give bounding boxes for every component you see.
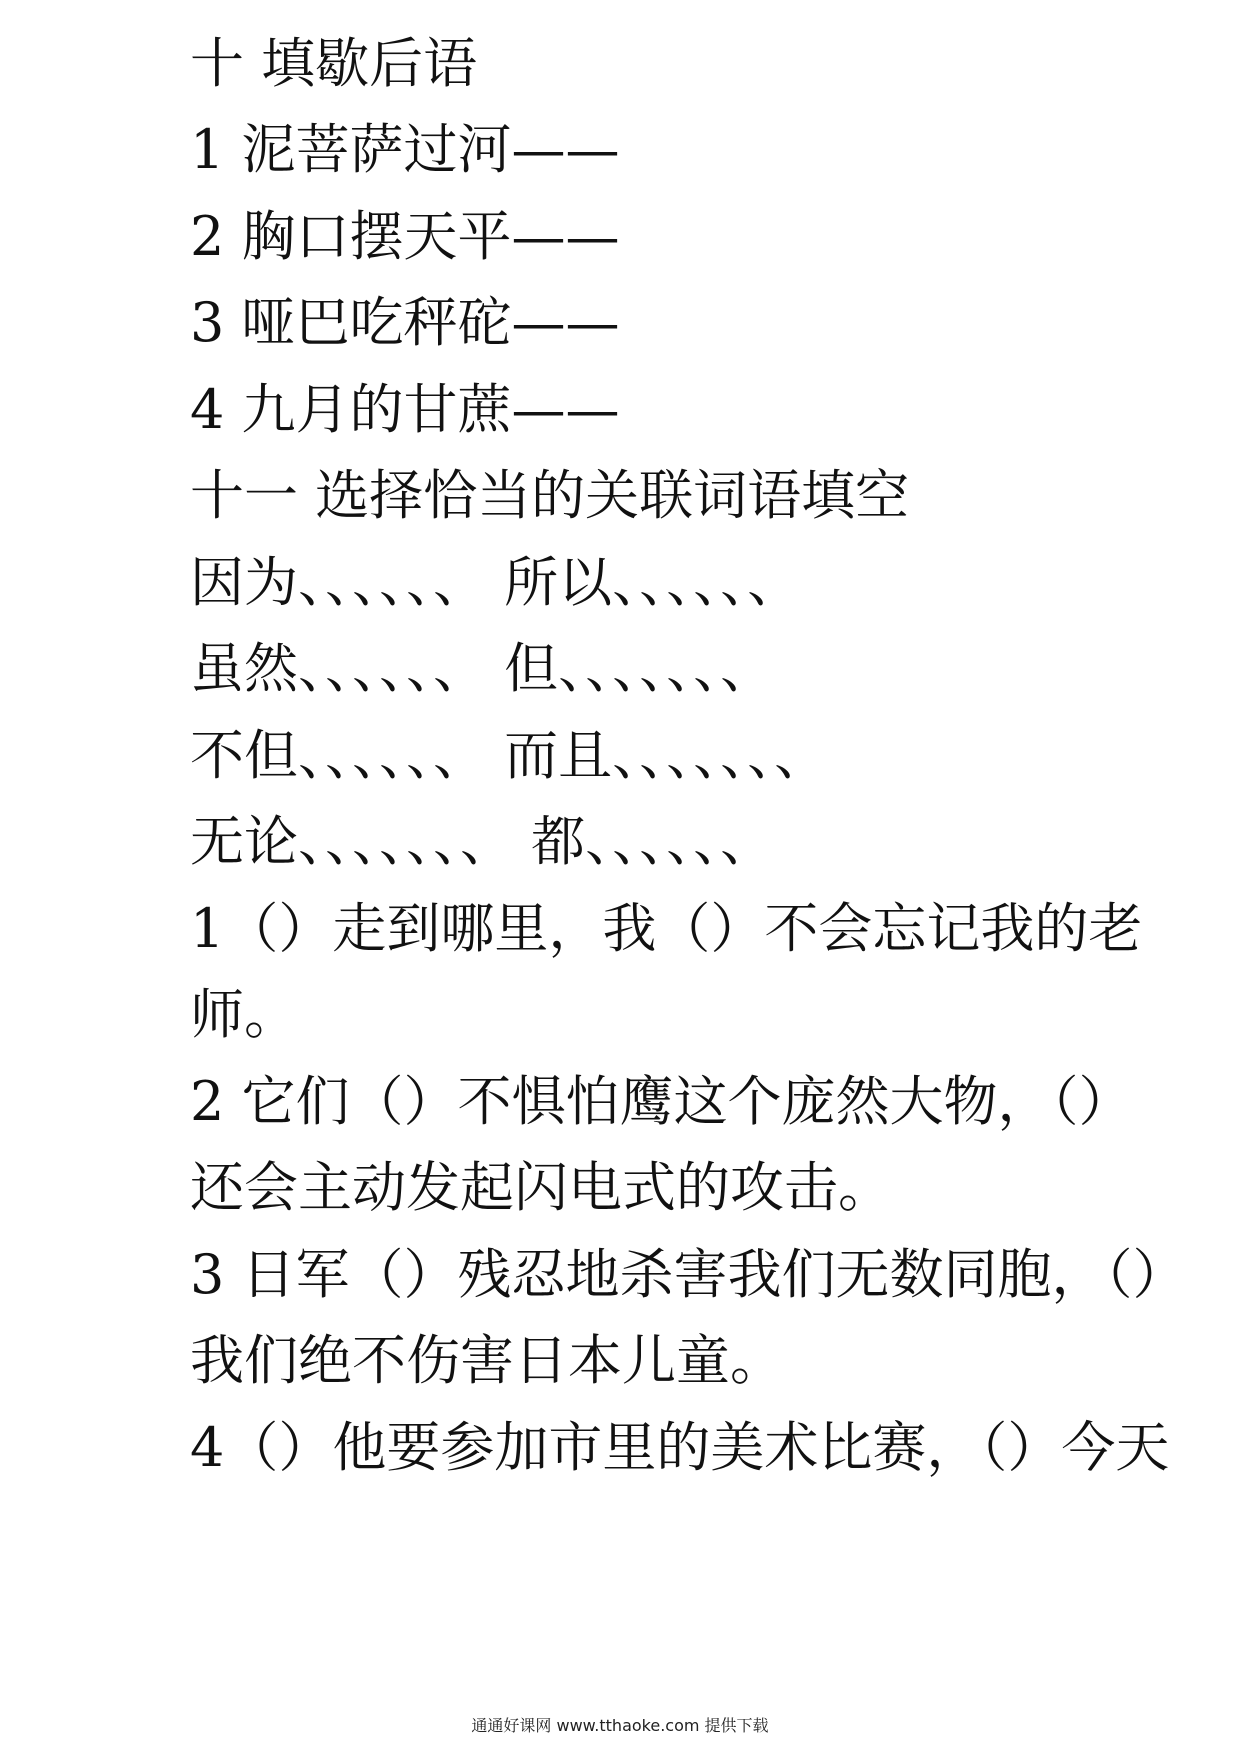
idiom-item-2: 2 胸口摆天平—— <box>190 205 620 268</box>
idiom-item-3: 3 哑巴吃秤砣—— <box>190 291 620 354</box>
page-footer-credit: 通通好课网 www.tthaoke.com 提供下载 <box>471 1716 769 1735</box>
section-10-heading: 十 填歇后语 <box>190 32 478 95</box>
question-3-line-1: 3 日军（）残忍地杀害我们无数同胞，（） <box>190 1243 1187 1306</box>
conjunction-option-1: 因为、、、、、、 所以、、、、、、 <box>190 551 802 614</box>
question-2-line-1: 2 它们（）不惧怕鹰这个庞然大物，（） <box>190 1070 1133 1133</box>
idiom-item-1: 1 泥菩萨过河—— <box>190 118 620 181</box>
question-3-line-2: 我们绝不伤害日本儿童。 <box>190 1329 784 1392</box>
conjunction-option-3: 不但、、、、、、 而且、、、、、、、 <box>190 724 829 787</box>
conjunction-option-4: 无论、、、、、、、 都、、、、、、 <box>190 810 775 873</box>
question-4-line-1: 4（）他要参加市里的美术比赛，（）今天 <box>190 1416 1170 1479</box>
question-2-line-2: 还会主动发起闪电式的攻击。 <box>190 1156 892 1219</box>
section-11-heading: 十一 选择恰当的关联词语填空 <box>190 464 910 527</box>
idiom-item-4: 4 九月的甘蔗—— <box>190 378 620 441</box>
question-1-line-2: 师。 <box>190 983 298 1046</box>
conjunction-option-2: 虽然、、、、、、 但、、、、、、、 <box>190 637 775 700</box>
question-1-line-1: 1（）走到哪里，我（）不会忘记我的老 <box>190 897 1143 960</box>
